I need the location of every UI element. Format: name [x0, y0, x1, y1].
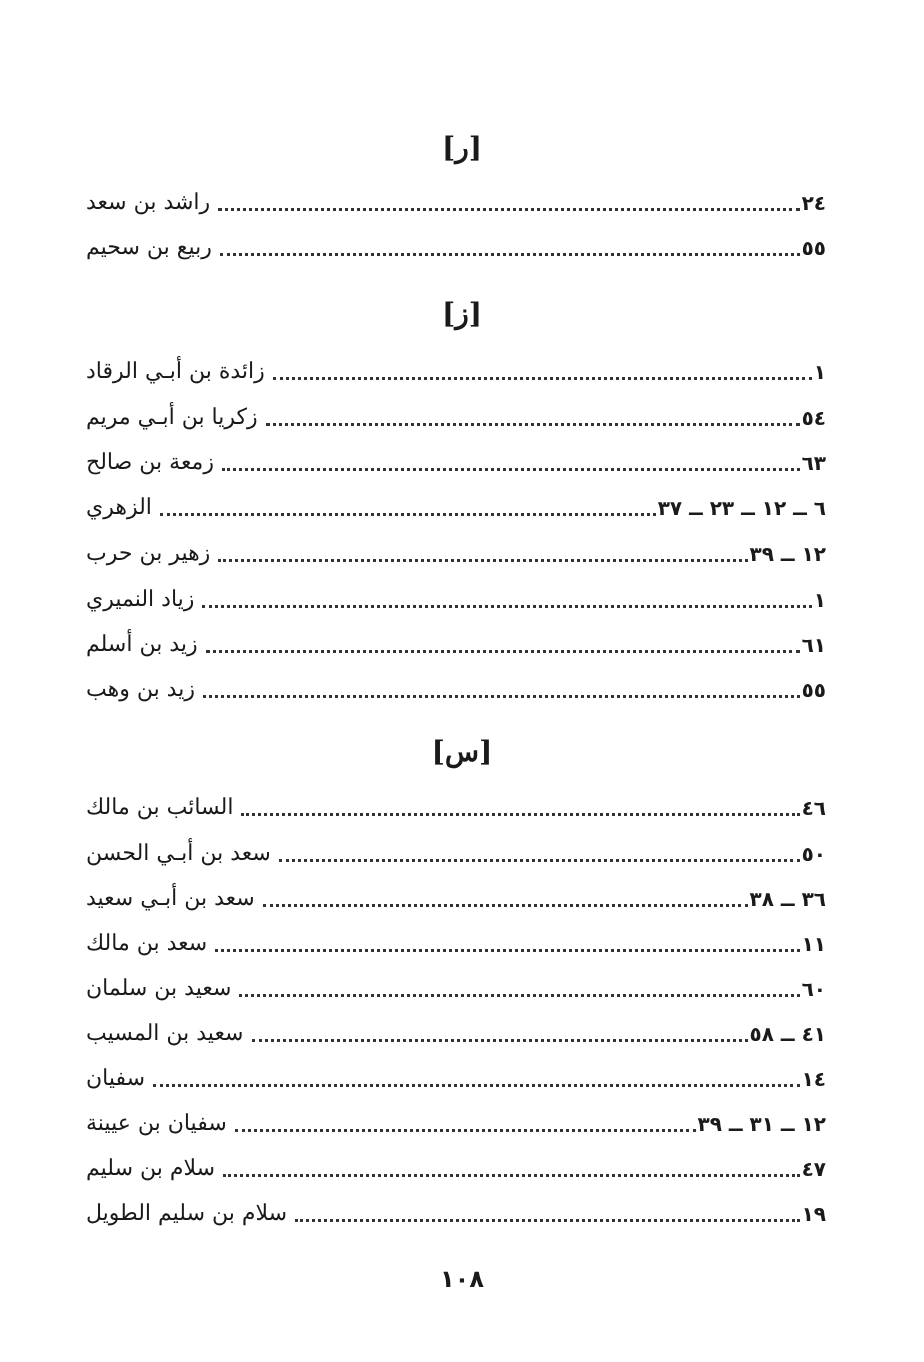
entry-name: سعيد بن المسيب [86, 1021, 244, 1046]
entry-name: سلام بن سليم الطويل [86, 1201, 288, 1226]
index-entry [80, 835, 830, 871]
index-entry [80, 229, 830, 265]
entry-pages: ٤٧ [802, 1152, 830, 1186]
entry-pages: ١١ [802, 927, 830, 961]
entry-pages: ٦٣ [802, 446, 830, 480]
leader-dots [215, 949, 799, 952]
leader-dots [153, 1084, 800, 1087]
leader-dots [241, 813, 799, 816]
entry-name: سعيد بن سلمان [86, 976, 232, 1001]
index-entry [80, 789, 830, 825]
page-number: ١٠٨ [440, 1265, 484, 1293]
entry-pages: ٦١ [802, 628, 830, 662]
entry-pages: ٥٥ [802, 673, 830, 707]
entry-pages: ١٩ [802, 1197, 830, 1231]
index-entry [80, 353, 830, 389]
entry-pages: ٤٦ [802, 791, 830, 825]
entry-name: السائب بن مالك [86, 795, 234, 820]
leader-dots [218, 208, 799, 211]
entry-name: الزهري [86, 495, 152, 520]
leader-dots [160, 513, 656, 516]
entry-name: زمعة بن صالح [86, 450, 214, 475]
entry-name: سعد بن مالك [86, 931, 208, 956]
index-entry [80, 1150, 830, 1186]
entry-pages: ٤١ ــ ٥٨ [750, 1017, 830, 1051]
leader-dots [223, 1174, 800, 1177]
section-header-zay: [ز] [441, 297, 483, 330]
leader-dots [203, 695, 800, 698]
entry-name: زيد بن وهب [86, 677, 195, 702]
entry-name: راشد بن سعد [86, 190, 211, 215]
index-entry [80, 1105, 830, 1141]
entry-name: سفيان بن عيينة [86, 1111, 227, 1136]
entry-pages: ١ [814, 583, 830, 617]
entry-name: زيد بن أسلم [86, 632, 198, 657]
entry-name: زهير بن حرب [86, 541, 211, 566]
entry-name: سعد بن أبـي سعيد [86, 886, 255, 911]
entry-pages: ٥٠ [802, 837, 830, 871]
index-entry [80, 880, 830, 916]
index-entry [80, 626, 830, 662]
index-entry [80, 535, 830, 571]
entry-pages: ١ [814, 355, 830, 389]
section-header-sin: [س] [431, 735, 493, 768]
leader-dots [279, 859, 800, 862]
entry-pages: ١٢ ــ ٣٩ [750, 537, 830, 571]
entry-name: سعد بن أبـي الحسن [86, 841, 271, 866]
index-entry [80, 925, 830, 961]
entry-pages: ٦ ــ ١٢ ــ ٢٣ ــ ٣٧ [658, 491, 830, 525]
entry-pages: ٥٥ [802, 231, 830, 265]
index-entry [80, 184, 830, 220]
leader-dots [218, 559, 747, 562]
index-entry [80, 1015, 830, 1051]
entry-pages: ١٤ [802, 1062, 830, 1096]
leader-dots [202, 605, 811, 608]
entry-pages: ٣٦ ــ ٣٨ [750, 882, 830, 916]
entry-name: سفيان [86, 1066, 146, 1091]
entry-name: ربيع بن سحيم [86, 235, 212, 260]
leader-dots [273, 377, 812, 380]
leader-dots [239, 994, 799, 997]
index-entry [80, 399, 830, 435]
entry-name: زائدة بن أبـي الرقاد [86, 359, 265, 384]
entry-pages: ١٢ ــ ٣١ ــ ٣٩ [698, 1107, 830, 1141]
index-entry [80, 489, 830, 525]
entry-pages: ٥٤ [802, 401, 830, 435]
entry-pages: ٦٠ [802, 972, 830, 1006]
entry-name: زياد النميري [86, 587, 195, 612]
leader-dots [266, 423, 800, 426]
leader-dots [252, 1039, 748, 1042]
leader-dots [295, 1219, 800, 1222]
leader-dots [235, 1129, 696, 1132]
entry-name: زكريا بن أبـي مريم [86, 405, 258, 430]
index-entry [80, 1195, 830, 1231]
index-entry [80, 671, 830, 707]
index-entry [80, 444, 830, 480]
index-entry [80, 970, 830, 1006]
index-entry [80, 1060, 830, 1096]
entry-pages: ٢٤ [802, 186, 830, 220]
section-header-ra: [ر] [441, 131, 483, 164]
index-entry [80, 581, 830, 617]
leader-dots [263, 904, 748, 907]
leader-dots [206, 650, 800, 653]
leader-dots [220, 253, 800, 256]
leader-dots [222, 468, 800, 471]
entry-name: سلام بن سليم [86, 1156, 216, 1181]
